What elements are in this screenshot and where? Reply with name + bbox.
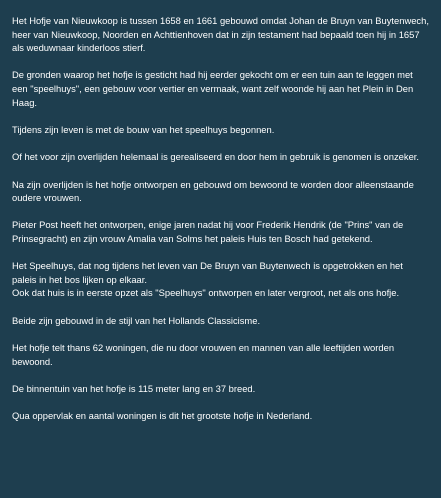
paragraph-grounds: De gronden waarop het hofje is gesticht had hij eerder gekocht om er een tuin aan te leggen met een "speelhuys", een gebouw voor vertier en vermaak, want zelf woonde hij aan het Plein in Den Haag. <box>12 69 414 108</box>
paragraph-dwellings: Het hofje telt thans 62 woningen, die nu door vrouwen en mannen van alle leeftijden worden bewoond. <box>12 342 395 367</box>
paragraph-largest: Qua oppervlak en aantal woningen is dit het grootste hofje in Nederland. <box>12 410 313 422</box>
paragraph-construction-start: Tijdens zijn leven is met de bouw van het speelhuys begonnen. <box>12 123 275 135</box>
paragraph-purpose: Na zijn overlijden is het hofje ontworpen en gebouwd om bewoond te worden door alleenstaande oudere vrouwen. <box>12 178 414 204</box>
paragraph-courtyard: De binnentuin van het hofje is 115 meter lang en 37 breed. <box>12 382 256 394</box>
paragraph-speelhuys: Het Speelhuys, dat nog tijdens het leven van De Bruyn van Buytenwech is opgetrokken en het paleis in het bos lijken op elkaar. Ook dat huis is in eerste opzet als "Speelhuys" ontworpen en later vergroot, net als ons hofje. <box>12 260 403 299</box>
paragraph-architect: Pieter Post heeft het ontworpen, enige jaren nadat hij voor Frederik Hendrik (de "Prins" van de Prinsegracht) en zijn vrouw Amalia van Solms het paleis Huis ten Bosch had getekend. <box>12 219 404 244</box>
paragraph-founding: Het Hofje van Nieuwkoop is tussen 1658 en 1661 gebouwd omdat Johan de Bruyn van Buytenwech, heer van Nieuwkoop, Noorden en Achttienhoven dat in zijn testament had bepaald toen hij in 1657 als weduwnaar kinderloos stierf. <box>12 15 429 54</box>
paragraph-style: Beide zijn gebouwd in de stijl van het Hollands Classicisme. <box>12 314 261 326</box>
paragraph-completion: Of het voor zijn overlijden helemaal is gerealiseerd en door hem in gebruik is genomen is onzeker. <box>12 151 419 163</box>
